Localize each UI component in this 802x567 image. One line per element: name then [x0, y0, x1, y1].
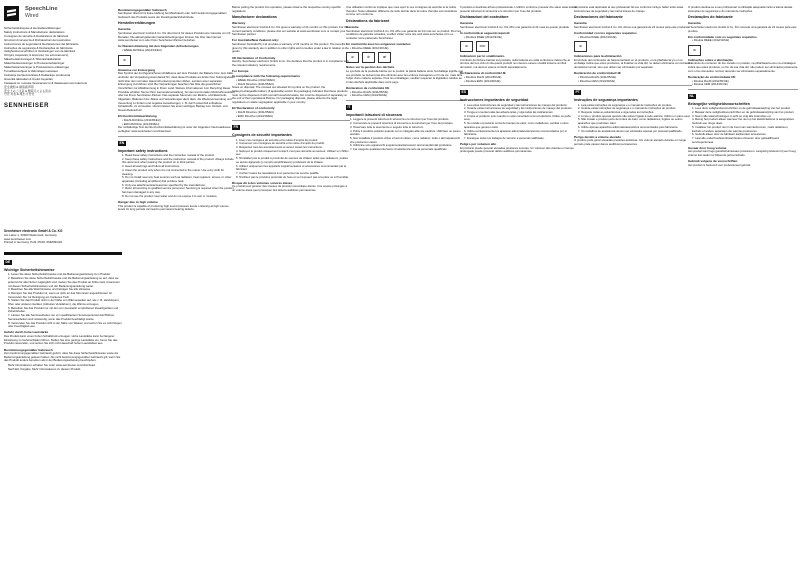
language-list-item: Sikkerhetsanvisninger & Produsentens erklæringer — [4, 65, 70, 70]
fr-disposal-icons — [346, 52, 464, 63]
list-item: • 3. Neem alle waarschuwingen in acht en volg alle instructies op. — [692, 115, 798, 119]
fr-conformity-list — [346, 47, 464, 51]
en-eudecl-heading: EU Declaration of conformity — [232, 106, 275, 111]
fr-warranty-text: Sennheiser electronic GmbH & Co. KG offre une garantie de 24 mois sur ce produit. Pour les conditions de garantie actuelles, veuillez visiter notre site web www.sennheiser.com ou contacter votre partenaire Sennheiser. — [346, 28, 461, 40]
list-item: • 8. Verwenden Sie das Produkt nicht in der Nähe von Wasser und setzen Sie es nicht Regen oder Feuchtigkeit aus. — [8, 322, 122, 329]
pt-intro-text: O produto destina-se a uso profissional. A utilização adequada inclui a leitura destas instruções de segurança e do manual de instruções. — [688, 6, 793, 13]
pt-warranty-heading: Garantia — [688, 21, 701, 26]
es-pt-column — [574, 6, 692, 561]
de-disposal-icons — [118, 55, 236, 66]
nl-use-text: Het product is bestemd voor professioneel gebruik. — [688, 162, 752, 167]
list-item: • 2. Guarde estas instrucciones de seguridad y las instrucciones de manejo del producto. — [464, 107, 578, 111]
language-list-item: Turvallisuusohjeet & Valmistajan selosteet — [4, 68, 58, 73]
pt-ue-heading: Declaração de conformidade UE — [688, 75, 736, 80]
list-item: • • EMC Directive (2014/30/EU) — [236, 115, 350, 119]
list-item: • 7. Refer all servicing to qualified service personnel. Servicing is required when the product has been damaged in any way. — [122, 187, 236, 194]
sennheiser-logo-icon — [4, 6, 19, 21]
list-item: • 4. Clean the product only when it is not connected to the mains. Use a dry cloth for cleaning. — [122, 169, 236, 176]
language-list-item: 安全上のご注意 & 製造元による宣言 — [4, 88, 51, 93]
fr-intro-text: Une utilisation conforme implique que vous ayez lu ces consignes de sécurité et la notice d'emploi. Toute utilisation différente de celle décrite dans la notice d'emploi est considérée comme non conforme. — [346, 6, 458, 17]
en-eudecl-list — [232, 111, 350, 118]
list-item: • 4. Reinigen Sie das Produkt nur, wenn es nicht an das Stromnetz angeschlossen ist. Verwenden Sie zur Reinigung ein trockenes Tuch. — [8, 292, 122, 299]
list-item: • 3. Respectez tous les avertissements et suivez toutes les instructions. — [236, 146, 350, 150]
it-ue-list — [460, 76, 578, 83]
product-subtitle: Wired — [25, 12, 39, 19]
weee-bin-icon: ⊠ — [346, 52, 359, 63]
nl-safety-list — [688, 107, 798, 144]
list-item: • 6. Utilize apenas aparelhos adicionais/acessórios recomendados pelo fabricante. — [578, 126, 692, 130]
fr-ue-list — [346, 91, 464, 98]
pt-disposal-icons — [688, 45, 798, 56]
fr-conformity-heading: En conformité avec les exigences suivantes — [346, 42, 411, 47]
it-disposal-icons — [460, 41, 578, 52]
list-item: • 2. Conservare le presenti istruzioni di sicurezza e le istruzioni per l'uso del prodotto. — [350, 122, 464, 126]
list-item: • • Direttiva EMC (2014/30/UE) — [464, 80, 578, 84]
badge-it: IT — [347, 105, 351, 110]
weee-bin-icon: ⊠ — [688, 45, 701, 56]
es-conformity-list — [574, 36, 692, 40]
es-hearing-text: El producto puede generar elevadas presiones sonoras. Un volumen alto durante un tiempo prolongado puede provocar daños auditivos permanentes. — [460, 145, 574, 154]
en-warranty-heading: Warranty — [232, 21, 246, 26]
list-item: • 7. Encargue todos los trabajos de servicio a personal cualificado. — [464, 137, 578, 141]
list-item: • • Directive CEM (2014/30/UE) — [350, 94, 464, 98]
weee-bin-icon: ⊠ — [460, 41, 473, 52]
list-item: • 2. Bewaar deze veiligheidsvoorschriften en de gebruiksaanwijzing van het product. — [692, 111, 798, 115]
language-list-item: Güvenlik talimatları & Üretici beyanları — [4, 76, 53, 81]
list-item: • 7. Confiez toutes les réparations à un personnel de service qualifié. — [236, 172, 350, 176]
divider — [346, 100, 464, 101]
recycling-icon: ♻ — [362, 52, 375, 63]
pt-safety-heading: Instruções de segurança importantes — [574, 98, 638, 103]
badge-pt: PT — [575, 90, 580, 95]
es-warranty-text: Sennheiser electronic GmbH & Co. KG ofrece una garantía de 24 meses para este producto. — [574, 24, 690, 29]
fr-warranty-heading: Garantie — [346, 25, 359, 30]
list-item: • • EMV-Richtlinie (2014/30/EU) — [122, 123, 236, 127]
pt-nl-column — [688, 6, 798, 561]
divider — [574, 85, 692, 86]
en-hearing-text: This product is capable of producing high sound pressure levels. Listening at high volume levels for long periods can lead to permanent hearing defects. — [118, 203, 229, 212]
list-item: • 8. N'utilisez pas le produit à proximité de l'eau et ne l'exposez pas à la pluie ou à l'humidité. — [236, 176, 350, 180]
en-intro-text: Before putting the product into operation, please observe the respective country-specific regulations. — [232, 6, 341, 13]
divider — [460, 85, 578, 86]
en-safety-list — [118, 154, 236, 198]
language-list-item: Sikkerhedsanvisninger & Producenterklæringer — [4, 61, 65, 66]
de-eu-text: Der vollständige Text der EU-Konformitätserklärung ist unter der folgenden Internetadresse verfügbar: www.sennheiser.com/download — [118, 125, 231, 133]
pt-declarations-heading: Declarações do fabricante — [688, 15, 733, 20]
badge-de: DE — [5, 260, 11, 264]
cover-header — [4, 6, 122, 21]
list-item: • Nach EU-Vorgabe: Mehr Informationen zu diesem Produkt. — [8, 368, 122, 372]
divider — [232, 120, 350, 121]
it-es-column — [460, 6, 578, 561]
list-item: • • WEEE Directive (2012/19/EU) — [236, 79, 350, 83]
pt-disposal-heading: Indicações sobre a eliminação — [688, 57, 733, 62]
de-hearing-heading: Gefahr durch hohe Lautstärke — [4, 330, 49, 335]
en-fr-column — [232, 6, 350, 561]
de-use-heading: Bestimmungsgemäßer Gebrauch — [4, 347, 53, 352]
weee-bin-icon: ⊠ — [118, 55, 131, 66]
pt-hearing-heading: Perigo devido a volume elevado — [574, 134, 622, 139]
de-conformity-list — [118, 49, 236, 53]
list-item: • 5. Non installare il prodotto vicino a fonti di calore, come radiatori, stufe o altri apparecchi che producono calore. — [350, 137, 464, 144]
de-usage-list — [4, 364, 122, 371]
de-safety-heading: Wichtige Sicherheitshinweise — [4, 268, 55, 272]
es-warranty-heading: Garantía — [574, 21, 587, 26]
badge-nl: NL — [689, 93, 695, 98]
list-item: • 2. Keep these safety instructions and the instruction manual of the product. Always include this document when passing the product on to third parties. — [122, 158, 236, 165]
list-item: • 1. Leia estas instruções de segurança e o manual de instruções do produto. — [578, 104, 692, 108]
triman-icon: ⇄ — [378, 52, 391, 63]
list-item: • 1. Lea estas instrucciones de seguridad y las instrucciones de manejo del producto. — [464, 104, 578, 108]
list-item: • Mehr Informationen erhalten Sie unter www.sennheiser.com/download. — [8, 364, 122, 368]
es-conformity-heading: Conformidad con los siguientes requisitos — [574, 31, 637, 36]
language-list-item: Указания по технике безопасности & Заявления изготовителя — [4, 80, 87, 85]
list-item: • 8. Do not use the product near water and do not expose it to rain or moisture. — [122, 195, 236, 199]
language-list-item: Instruções de segurança & Declarações do fabricante — [4, 45, 73, 50]
list-item: • 6. Betreiben Sie das Produkt nur mit den vom Hersteller empfohlenen Zusatzgeräten und Zubehörteilen. — [8, 307, 122, 314]
list-item: • 2. Conservez ces consignes de sécurité et la notice d'emploi du produit. — [236, 142, 350, 146]
nl-hearing-heading: Gevaar door hoog volume — [688, 145, 727, 150]
list-item: • • Diretiva RoHS (2011/65/UE) — [692, 80, 798, 84]
list-item: • 5. N'installez pas le produit à proximité de sources de chaleur telles que radiateurs, poêles ou autres appareils (y compris amplificateurs) produisant de la chaleur. — [236, 157, 350, 164]
en-compliance-heading: In compliance with the following requirements — [232, 74, 301, 79]
list-item: • 7. Lassen Sie alle Servicearbeiten nur von qualifiziertem Servicepersonal durchführen. Servicearbeiten sind notwendig, wenn das Produkt beschädigt wurde. — [8, 314, 122, 321]
list-item: • 4. Limpie el producto solo cuando no esté conectado a la red eléctrica. Utilice un paño seco. — [464, 115, 578, 122]
badge-en: EN — [119, 140, 125, 145]
fr-ue-heading: Déclaration de conformité UE — [346, 86, 390, 91]
fr-safety-list — [232, 139, 350, 180]
list-item: • 3. Tenga en cuenta todas las advertencias y siga todas las indicaciones. — [464, 111, 578, 115]
it-intro-text: Il prodotto è destinato all'uso professionale. L'utilizzo conforme prevede che siano state lette le presenti istruzioni di sicurezza e le istruzioni per l'uso del prodotto. — [460, 6, 578, 13]
language-list-item: Instrucciones de seguridad & Declaraciones del fabricante — [4, 41, 79, 46]
list-item: • • WEEE-Richtlinie (2012/19/EU) — [122, 49, 236, 53]
es-safety-list — [460, 104, 578, 141]
de-disposal-text: Das Symbol der durchgestrichenen Abfalltonne auf dem Produkt, der Batterie bzw. dem Akku und/oder der Verpackung weist darauf hin, dass diese Produkte am Ende ihrer Nutzungsdauer nicht über den normalen Hausmüll entsorgt werden dürfen, sondern einer separaten Entsorgung zuzuführen sind. Bei Verpackungen beachten Sie bitte die gesetzlichen Vorschriften zur Abfalltrennung in Ihrem Land. Weitere Informationen zum Recycling dieser Produkte erhalten Sie bei Ihrer Gemeindeverwaltung, bei den kommunalen Rücknahmestellen oder bei Ihrem Sennheiser-Partner. Das separate Sammeln von Elektro- und Elektronik-Altgeräten, Batterien bzw. Akkus und Verpackungen dient dazu, die Wiederverwendung und Verwertung zu fördern und negative Auswirkungen, z. B. durch potenziell enthaltene Schadstoffe, zu vermeiden. Hiermit leisten Sie einen wichtigen Beitrag zum Umwelt- und Gesundheitsschutz. — [118, 71, 235, 113]
de-warranty-text: Sennheiser electronic GmbH & Co. KG übernimmt für dieses Produkt eine Garantie von 24 Monaten. Die aktuell geltenden Garantiebedingungen können Sie über das Internet www.sennheiser.com oder Ihren Sennheiser-Partner beziehen. — [118, 30, 231, 43]
list-item: • 3. Beachten Sie alle Warnhinweise und befolgen Sie alle Hinweise. — [8, 288, 122, 292]
language-list-item: Istruzioni di sicurezza & Dichiarazioni del costruttore — [4, 37, 71, 42]
it-declarations-heading: Dichiarazioni del costruttore — [460, 15, 509, 20]
de-safety-list — [4, 273, 122, 329]
list-item: • • Direttiva RoHS (2011/65/UE) — [464, 76, 578, 80]
list-item: • 3. Heed all warnings and follow all instructions. — [122, 165, 236, 169]
list-item: • 4. Pulire il prodotto soltanto quando non è collegato alla rete elettrica. Utilizzare un panno asciutto. — [350, 130, 464, 137]
print-info: Printed in Germany, Publ. 05/19, 564839/A02 — [4, 240, 63, 245]
cover-column — [4, 6, 122, 561]
de-en-column — [118, 6, 236, 561]
company-name: Sennheiser electronic GmbH & Co. KG — [4, 229, 63, 233]
it-safety-heading: Importanti istruzioni di sicurezza — [346, 113, 402, 118]
ukca-heading: UK Declaration of Conformity — [232, 55, 276, 60]
company-address-block — [4, 230, 62, 245]
list-item: • 4. Reinig het product alleen wanneer het niet op het elektriciteitsnet is aangesloten. Gebruik een droge doek. — [692, 118, 798, 125]
language-list-item: Veiligheidsvoorschriften & Verklaringen van de fabrikant — [4, 49, 76, 54]
list-item: • 7. Far eseguire qualsiasi intervento di assistenza solo da personale qualificato. — [350, 148, 464, 152]
list-item: • 1. Read these safety instructions and the instruction manual of the product. — [122, 154, 236, 158]
list-item: • 3. Osservare tutte le avvertenze e seguire tutte le istruzioni. — [350, 126, 464, 130]
fr-hearing-text: Ce produit peut générer des niveaux de pression acoustique élevés. Une écoute prolongée à un volume élevé peut provoquer des lésions auditives permanentes. — [232, 184, 348, 193]
divider — [118, 136, 236, 137]
list-item: • 6. Gebruik alleen door de fabrikant aanbevolen accessoires. — [692, 133, 798, 137]
it-safety-list — [346, 118, 464, 151]
list-item: • 5. Não instale o produto perto de fontes de calor, como radiadores, fogões ou outros aparelhos que produzam calor. — [578, 118, 692, 125]
de-use-heading-2: Bestimmungsgemäßer Gebrauch — [118, 7, 167, 12]
de-eu-heading: EU-Konformitätserklärung — [118, 114, 157, 119]
language-list-item: Consignes de sécurité & Déclarations du fabricant — [4, 33, 69, 38]
weee-bin-icon: ⊠ — [574, 41, 587, 52]
company-address: Am Labor 1, 30900 Wedemark, Germany — [4, 232, 57, 237]
list-item: • 7. Os trabalhos de assistência devem ser efetuados apenas por pessoal qualificado. — [578, 130, 692, 134]
language-list-item: Instrukcje bezpieczeństwa & Deklaracje producenta — [4, 72, 71, 77]
es-ue-heading: Declaración de conformidad UE — [574, 71, 621, 76]
language-list — [4, 27, 122, 97]
fr-disposal-text: Le symbole de la poubelle barrée sur le produit, la pile/la batterie et/ou l'emballage signifie que ces produits ne doivent pas être éliminés avec les ordures ménagères en fin de vie, mais faire l'objet d'une collecte séparée. Pour les emballages, veuillez respecter la législation relative au tri des déchets applicable dans votre pays. — [346, 68, 463, 84]
it-warranty-text: Sennheiser electronic GmbH & Co. KG offre una garanzia di 24 mesi su questo prodotto. — [460, 24, 570, 29]
en-disposal-text: Notes on disposal: The crossed out wheeled bin symbol on the product, the battery/rechargeable battery (if applicable) and/or the packaging indicates that these products must not be disposed of with normal household waste, but must be disposed of separately at the end of their operational lifetime. For packaging disposal, please observe the legal regulations on waste segregation applicable in your country. — [232, 85, 348, 105]
list-item: • • Direttiva RAEE (2012/19/UE) — [464, 36, 578, 40]
pt-warranty-text: A Sennheiser electronic GmbH & Co. KG concede uma garantia de 24 meses para este produto. — [688, 24, 797, 33]
list-item: • 1. Lesen Sie diese Sicherheitshinweise und die Bedienungsanleitung zum Produkt. — [8, 273, 122, 277]
es-safety-heading: Instrucciones importantes de seguridad — [460, 98, 529, 103]
badge-fr: FR — [233, 125, 239, 130]
badge-es: ES — [461, 90, 467, 95]
en-safety-heading: Important safety instructions — [118, 148, 168, 153]
de-use-text-2: Sennheiser übernimmt keine Haftung bei Missbrauch oder nicht bestimmungsgemäßem Gebrauch des Produkts sowie der Zusatzgeräte/Zubehörteile. — [118, 11, 227, 19]
language-list-item: Safety instructions & Manufacturer declarations — [4, 29, 65, 34]
list-item: • • RoHS-Richtlinie (2011/65/EU) — [122, 119, 236, 123]
list-item: • 6. Utilizzare solo apparecchi supplementari/accessori raccomandati dal produttore. — [350, 144, 464, 148]
nl-hearing-text: Het product kan hoge geluidsdrukniveaus produceren. Langdurig luisteren bij een hoog volume kan leiden tot blijvende gehoorschade. — [688, 149, 796, 158]
en-europe-heading: For Europe — [232, 68, 249, 73]
pt-hearing-text: O produto pode gerar elevadas pressões acústicas. Um volume elevado durante um longo período pode causar danos auditivos permanentes. — [574, 138, 687, 146]
pt-conformity-list — [688, 39, 798, 43]
it-ue-heading: Dichiarazione di conformità UE — [460, 71, 506, 76]
pt-disposal-text: O símbolo do contentor do lixo riscado no produto, na pilha/bateria e/ou na embalagem indica que estes produtos, no fim da sua vida útil, não podem ser eliminados juntamente com o lixo doméstico normal, devendo ser eliminados separadamente. — [688, 61, 798, 73]
en-hearing-heading: Danger due to high volume — [118, 200, 158, 205]
fr-safety-heading: Consignes de sécurité importantes — [232, 133, 292, 138]
es-declarations-heading: Declaraciones del fabricante — [574, 15, 623, 20]
it-disposal-heading: Indicazioni per lo smaltimento — [460, 54, 505, 59]
es-disposal-heading: Indicaciones para la eliminación — [574, 54, 622, 59]
list-item: • • Directiva RoHS (2011/65/UE) — [578, 76, 692, 80]
fr-declarations-heading: Déclarations du fabricant — [346, 19, 390, 24]
es-hearing-heading: Peligro por volumen alto — [460, 142, 497, 147]
ukca-text: Hereby, Sennheiser electronic GmbH & Co. KG declares that the product is in compliance with the relevant statutory requirements. — [232, 59, 349, 67]
product-title: SpeechLine — [25, 6, 58, 12]
it-conformity-heading: In conformità ai seguenti requisiti — [460, 31, 510, 36]
cover-separator — [4, 252, 122, 255]
de-conformity-heading: In Übereinstimmung mit den folgenden Anforderungen — [118, 44, 199, 49]
it-disposal-text: Il simbolo del bidone barrato sul prodotto, sulla batteria e/o sulla confezione indica che al termine del loro ciclo di vita questi prodotti non devono essere smaltiti insieme ai rifiuti domestici, ma devono essere conferiti separatamente. — [460, 57, 570, 70]
list-item: • • RoHS Directive (2011/65/EU) — [236, 83, 350, 87]
divider — [688, 89, 798, 90]
list-item: • 4. Limpe o produto apenas quando não estiver ligado à rede elétrica. Utilize um pano seco. — [578, 115, 692, 119]
brand-wordmark: SENNHEISER — [4, 103, 50, 110]
de-use-text: Zum bestimmungsgemäßen Gebrauch gehört, dass Sie diese Sicherheitshinweise sowie die Bedienungsanleitung gelesen haben. Als nicht bestimmungsgemäßer Gebrauch gilt, wenn Sie das Produkt anders benutzen als in der Bedienungsanleitung beschrieben. — [4, 351, 121, 363]
list-item: • • Directive DEEE (2012/19/UE) — [350, 47, 464, 51]
list-item: • 3. Respeite todas as advertências e siga todas as instruções. — [578, 111, 692, 115]
list-item: • • RoHS Directive (2011/65/EU) — [236, 111, 350, 115]
it-warranty-heading: Garanzia — [460, 21, 474, 26]
de-section-start — [4, 258, 122, 372]
pt-safety-list — [574, 104, 692, 134]
list-item: • 5. Stellen Sie das Produkt nicht in der Nähe von Wärmequellen auf, wie z. B. Heizkörpern, Öfen oder anderen Geräten (inklusive Verstärkern), die Wärme erzeugen. — [8, 299, 122, 306]
es-intro-text: El producto está destinado al uso profesional. El uso conforme incluye haber leído estas instrucciones de seguridad y las instrucciones de manejo. — [574, 6, 684, 13]
nl-use-heading: Gebruik volgens de voorschriften — [688, 159, 738, 164]
pt-ue-list — [688, 80, 798, 87]
language-list-item: 安全须知 & 制造商声明 — [4, 84, 34, 89]
de-disposal-heading: Hinweise zur Entsorgung — [118, 67, 156, 72]
en-warranty-text: Sennheiser electronic GmbH & Co. KG gives a warranty of 24 months on this product. For the current warranty conditions, please visit our website at www.sennheiser.com or contact your Sennheiser partner. — [232, 24, 348, 37]
list-item: • 6. Utilice exclusivamente los aparatos adicionales/accesorios recomendados por el fabricante. — [464, 130, 578, 137]
language-list-item: 안전 지침 & 제조사 선언 — [4, 92, 35, 97]
list-item: • 5. No instale el producto cerca de fuentes de calor, como radiadores, estufas u otros aparatos que generen calor. — [464, 122, 578, 129]
list-item: • 1. Lees deze veiligheidsvoorschriften en de gebruiksaanwijzing van het product. — [692, 107, 798, 111]
de-warranty-heading: Garantie — [118, 27, 131, 32]
language-list-item: Οδηγίες ασφαλείας & Δηλώσεις του κατασκευαστή — [4, 53, 69, 58]
es-ue-list — [574, 76, 692, 83]
list-item: • • Directiva RAEE (2012/19/UE) — [578, 36, 692, 40]
fr-it-column — [346, 6, 464, 561]
list-item: • 2. Guarde estas instruções de segurança e o manual de instruções do produto. — [578, 107, 692, 111]
en-declarations-heading: Manufacturer declarations — [232, 15, 277, 20]
fr-disposal-heading: Notes sur la gestion des déchets — [346, 65, 395, 70]
language-list-item: Säkerhetsanvisningar & Tillverkardeklaration — [4, 57, 62, 62]
list-item: • 7. Laat alle onderhoudswerkzaamheden uitvoeren door gekwalificeerd servicepersoneel. — [692, 137, 798, 144]
fr-hearing-heading: Risque dû à des volumes sonores élevés — [232, 180, 293, 185]
de-declarations-heading: Herstellererklärungen — [118, 21, 156, 26]
list-item: • 6. Only use attachments/accessories specified by the manufacturer. — [122, 184, 236, 188]
list-item: • 1. Leggere le presenti istruzioni di sicurezza e le istruzioni per l'uso del prodotto. — [350, 118, 464, 122]
list-item: • • Directive RoHS (2011/65/UE) — [350, 91, 464, 95]
list-item: • 4. Nettoyez le produit uniquement lorsqu'il n'est pas raccordé au secteur. Utilisez un chiffon sec. — [236, 150, 350, 157]
au-text: Sennheiser Australia Pty Ltd provides a warranty of 24 months on this product. The benefits given by this warranty are in addition to other rights and remedies under a law in relation to the goods. — [232, 41, 349, 54]
es-disposal-icons — [574, 41, 692, 52]
list-item: • • Diretiva CEM (2014/30/UE) — [692, 83, 798, 87]
company-web: www.sennheiser.com — [4, 236, 32, 241]
list-item: • 1. Lisez ces consignes de sécurité et la notice d'emploi du produit. — [236, 139, 350, 143]
list-item: • 6. Utilisez uniquement les appareils supplémentaires et accessoires recommandés par le fabricant. — [236, 165, 350, 172]
au-heading: For Australia/New Zealand only: — [232, 38, 279, 43]
packaging-code-icon: PAP — [476, 41, 489, 52]
list-item: • • Directiva CEM (2014/30/UE) — [578, 80, 692, 84]
pt-conformity-heading: Em conformidade com os seguintes requisitos — [688, 34, 757, 39]
language-list-item: Sicherheitshinweise & Herstellererklärungen — [4, 26, 61, 30]
nl-safety-heading: Belangrijke veiligheidsvoorschriften — [688, 101, 750, 106]
de-hearing-text: Das Produkt kann einen hohen Schalldruck erzeugen. Hohe Lautstärke kann bei längerer Einwirkung zu Gehörschäden führen. Stellen Sie eine geringe Lautstärke ein, bevor Sie das Produkt verwenden, und setzen Sie sich nicht dauerhaft hohen Lautstärken aus. — [4, 333, 118, 346]
list-item: • • Diretiva REEE (2012/19/UE) — [692, 39, 798, 43]
list-item: • 5. Do not install near any heat sources such as radiators, heat registers, stoves, or other apparatus (including amplifiers) that produce heat. — [122, 176, 236, 183]
list-item: • 5. Installeer het product niet in de buurt van warmtebronnen, zoals radiatoren, kachels of andere apparaten die warmte produceren. — [692, 126, 798, 133]
list-item: • 2. Bewahren Sie diese Sicherheitshinweise und die Bedienungsanleitung so auf, dass sie jederzeit für alle Nutzer zugänglich sind. Geben Sie das Produkt an Dritte stets zusammen mit diesen Sicherheitshinweisen und der Bedienungsanleitung weiter. — [8, 277, 122, 288]
it-conformity-list — [460, 36, 578, 40]
es-disposal-text: El símbolo del contenedor de basura tachado en el producto, en la pila/batería y/o en el embalaje indica que estos productos, al finalizar su vida útil, no deben eliminarse con la basura doméstica normal, sino que deben ser eliminados por separado. — [574, 57, 692, 70]
